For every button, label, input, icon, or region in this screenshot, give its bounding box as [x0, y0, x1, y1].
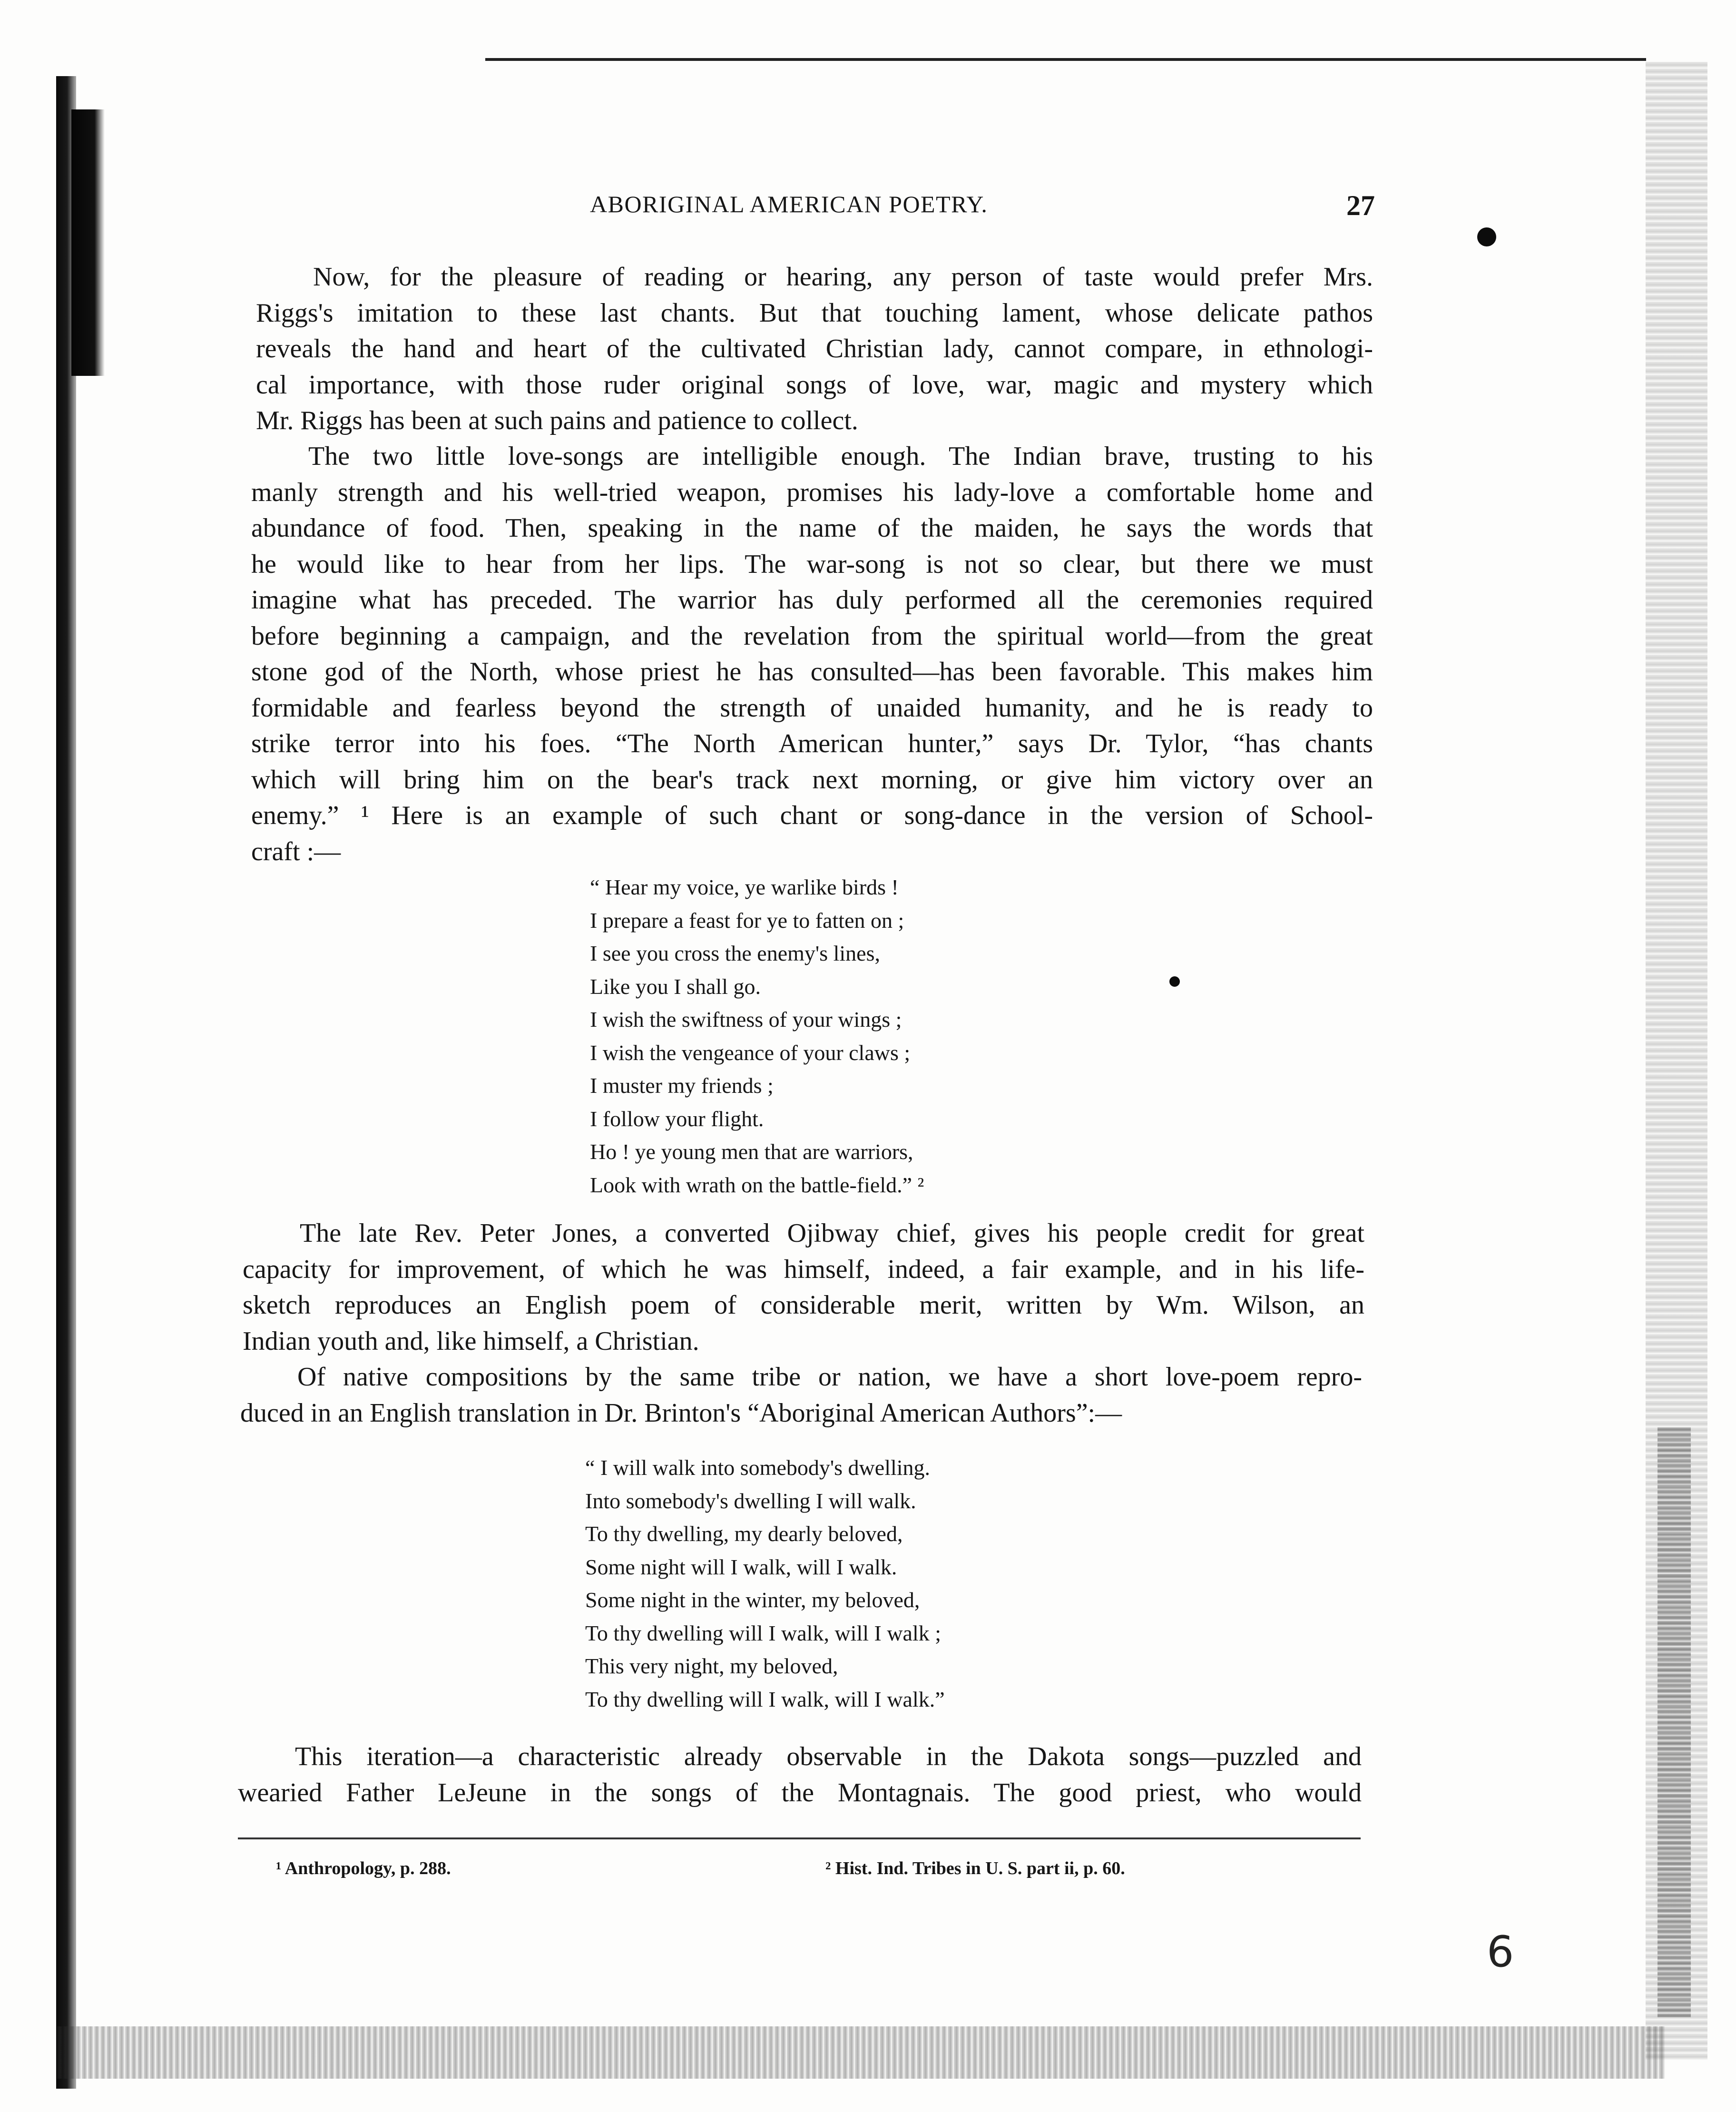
binding-shadow: [56, 76, 76, 2089]
text-line: Now, for the pleasure of reading or hearing, any person of taste would prefer Mrs.: [313, 262, 1373, 292]
verse-line: Into somebody's dwelling I will walk.: [585, 1488, 916, 1513]
text-line: capacity for improvement, of which he was himself, indeed, a fair example, and in his life-: [243, 1254, 1364, 1284]
text-line: Of native compositions by the same tribe or nation, we have a short love-poem repro-: [297, 1362, 1362, 1392]
top-edge-rule: [485, 58, 1646, 61]
ink-blot: [1477, 227, 1496, 246]
paragraph-5: [238, 1739, 1362, 1811]
verse-line: I wish the vengeance of your claws ;: [590, 1040, 911, 1065]
verse-line: To thy dwelling, my dearly beloved,: [585, 1522, 903, 1546]
verse-line: Some night will I walk, will I walk.: [585, 1554, 897, 1579]
paragraph-1: [256, 259, 1373, 439]
verse-line: Ho ! ye young men that are warriors,: [590, 1139, 913, 1164]
right-edge-speckle-dark: [1658, 1427, 1691, 2017]
text-line: reveals the hand and heart of the cultivated Christian lady, cannot compare, in ethnologi-: [256, 334, 1373, 363]
text-line: cal importance, with those ruder original songs of love, war, magic and mystery which: [256, 370, 1373, 400]
text-line: Riggs's imitation to these last chants. But that touching lament, whose delicate pathos: [256, 298, 1373, 328]
text-line: formidable and fearless beyond the strength of unaided humanity, and he is ready to: [251, 693, 1373, 723]
paragraph-4: [240, 1359, 1362, 1431]
text-line: manly strength and his well-tried weapon, promises his lady-love a comfortable home and: [251, 477, 1373, 507]
text-line: Indian youth and, like himself, a Christian.: [243, 1326, 699, 1356]
text-line: The late Rev. Peter Jones, a converted Ojibway chief, gives his people credit for great: [300, 1218, 1364, 1248]
verse-line: “ I will walk into somebody's dwelling.: [585, 1455, 931, 1480]
paragraph-3: [243, 1216, 1364, 1359]
text-line: wearied Father LeJeune in the songs of the Montagnais. The good priest, who would: [238, 1778, 1362, 1807]
text-line: enemy.” ¹ Here is an example of such chant or song-dance in the version of School-: [251, 801, 1373, 830]
verse-line: Some night in the winter, my beloved,: [585, 1588, 920, 1612]
running-title: ABORIGINAL AMERICAN POETRY.: [590, 191, 988, 217]
text-line: The two little love-songs are intelligible enough. The Indian brave, trusting to his: [308, 442, 1373, 471]
verse-love-poem: [585, 1451, 945, 1716]
text-line: duced in an English translation in Dr. Brinton's “Aboriginal American Authors”:—: [240, 1398, 1122, 1428]
verse-line: Like you I shall go.: [590, 974, 761, 999]
text-line: craft :—: [251, 836, 341, 866]
footnote-2: ² Hist. Ind. Tribes in U. S. part ii, p. 60.: [825, 1858, 1125, 1878]
bottom-edge-speckle: [57, 2026, 1665, 2079]
handwritten-folio-mark: 6: [1487, 1927, 1514, 1977]
verse-line: To thy dwelling will I walk, will I walk.”: [585, 1687, 945, 1711]
verse-line: I wish the swiftness of your wings ;: [590, 1007, 902, 1031]
footnote-1: ¹ Anthropology, p. 288.: [276, 1858, 451, 1878]
footnote-rule: [238, 1837, 1361, 1839]
verse-line: I prepare a feast for ye to fatten on ;: [590, 908, 904, 933]
paragraph-2: [251, 439, 1373, 870]
text-line: imagine what has preceded. The warrior has duly performed all the ceremonies required: [251, 585, 1373, 615]
verse-line: I follow your flight.: [590, 1106, 764, 1131]
binding-shadow-top: [71, 109, 105, 376]
page-number: 27: [1346, 190, 1375, 221]
text-line: he would like to hear from her lips. The war-song is not so clear, but there we must: [251, 549, 1373, 579]
verse-line: This very night, my beloved,: [585, 1654, 838, 1678]
ink-blot-small: [1169, 976, 1180, 987]
text-line: sketch reproduces an English poem of considerable merit, written by Wm. Wilson, an: [243, 1290, 1364, 1320]
verse-line: To thy dwelling will I walk, will I walk ;: [585, 1621, 942, 1645]
text-line: Mr. Riggs has been at such pains and patience to collect.: [256, 406, 858, 435]
text-line: before beginning a campaign, and the revelation from the spiritual world—from the great: [251, 621, 1373, 651]
verse-war-song: [590, 871, 924, 1201]
text-line: stone god of the North, whose priest he has consulted—has been favorable. This makes him: [251, 657, 1373, 687]
verse-line: I muster my friends ;: [590, 1073, 774, 1098]
text-line: which will bring him on the bear's track next morning, or give him victory over an: [251, 765, 1373, 795]
verse-line: I see you cross the enemy's lines,: [590, 941, 880, 965]
text-line: abundance of food. Then, speaking in the name of the maiden, he says the words that: [251, 513, 1373, 543]
text-line: strike terror into his foes. “The North American hunter,” says Dr. Tylor, “has chants: [251, 729, 1373, 758]
text-line: This iteration—a characteristic already observable in the Dakota songs—puzzled and: [295, 1742, 1362, 1771]
verse-line: Look with wrath on the battle-field.” ²: [590, 1172, 924, 1197]
verse-line: “ Hear my voice, ye warlike birds !: [590, 875, 899, 899]
